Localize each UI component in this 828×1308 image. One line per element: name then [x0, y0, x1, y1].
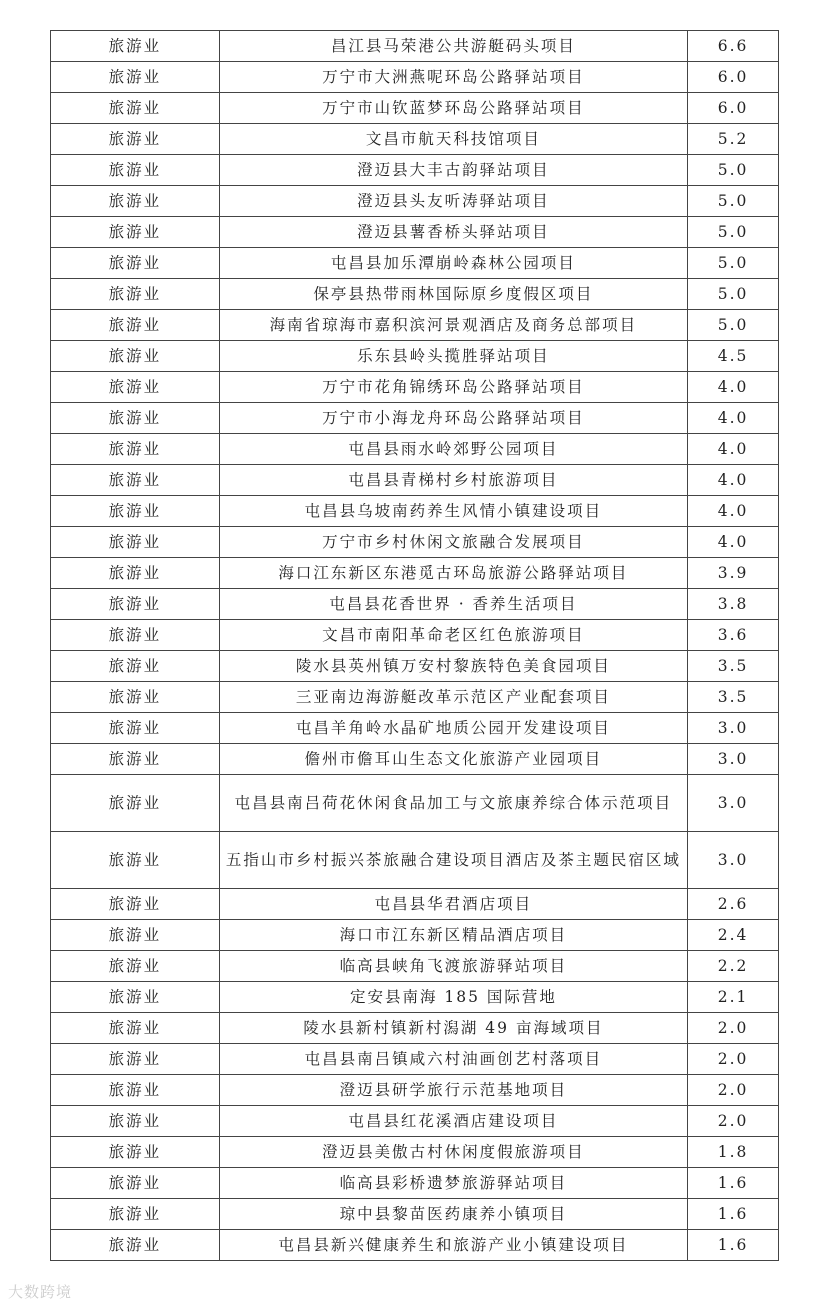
industry-cell: 旅游业 — [51, 1106, 220, 1137]
watermark-logo: 大数跨境 — [8, 1283, 73, 1301]
industry-cell: 旅游业 — [51, 889, 220, 920]
table-row — [51, 558, 779, 589]
industry-cell: 旅游业 — [51, 403, 220, 434]
industry-cell: 旅游业 — [51, 93, 220, 124]
project-name-cell: 屯昌县乌坡南药养生风情小镇建设项目 — [219, 496, 687, 527]
project-name-cell: 屯昌县南吕荷花休闲食品加工与文旅康养综合体示范项目 — [219, 775, 687, 832]
table-row — [51, 155, 779, 186]
industry-cell: 旅游业 — [51, 31, 220, 62]
value-cell: 4.5 — [688, 341, 779, 372]
value-cell: 2.0 — [688, 1013, 779, 1044]
industry-cell: 旅游业 — [51, 1199, 220, 1230]
value-cell: 4.0 — [688, 372, 779, 403]
industry-cell: 旅游业 — [51, 951, 220, 982]
value-cell: 3.0 — [688, 832, 779, 889]
value-cell: 2.4 — [688, 920, 779, 951]
project-name-cell: 琼中县黎苗医药康养小镇项目 — [219, 1199, 687, 1230]
value-cell: 2.1 — [688, 982, 779, 1013]
industry-cell: 旅游业 — [51, 465, 220, 496]
project-name-cell: 保亭县热带雨林国际原乡度假区项目 — [219, 279, 687, 310]
table-row — [51, 1199, 779, 1230]
industry-cell: 旅游业 — [51, 372, 220, 403]
table-row — [51, 31, 779, 62]
table-row — [51, 920, 779, 951]
value-cell: 4.0 — [688, 403, 779, 434]
industry-cell: 旅游业 — [51, 1044, 220, 1075]
project-name-cell: 屯昌县南吕镇咸六村油画创艺村落项目 — [219, 1044, 687, 1075]
table-row — [51, 465, 779, 496]
project-name-cell: 儋州市儋耳山生态文化旅游产业园项目 — [219, 744, 687, 775]
table-row — [51, 341, 779, 372]
project-name-cell: 屯昌县华君酒店项目 — [219, 889, 687, 920]
table-row — [51, 124, 779, 155]
table-row — [51, 713, 779, 744]
table-row — [51, 217, 779, 248]
industry-cell: 旅游业 — [51, 713, 220, 744]
industry-cell: 旅游业 — [51, 527, 220, 558]
value-cell: 3.6 — [688, 620, 779, 651]
industry-cell: 旅游业 — [51, 920, 220, 951]
value-cell: 3.0 — [688, 744, 779, 775]
value-cell: 1.8 — [688, 1137, 779, 1168]
project-name-cell: 定安县南海 185 国际营地 — [219, 982, 687, 1013]
industry-cell: 旅游业 — [51, 558, 220, 589]
project-name-cell: 澄迈县头友听涛驿站项目 — [219, 186, 687, 217]
value-cell: 4.0 — [688, 496, 779, 527]
table-row — [51, 1106, 779, 1137]
value-cell: 3.5 — [688, 651, 779, 682]
table-row — [51, 651, 779, 682]
value-cell: 6.0 — [688, 93, 779, 124]
table-row — [51, 1168, 779, 1199]
industry-cell: 旅游业 — [51, 1230, 220, 1261]
project-name-cell: 万宁市乡村休闲文旅融合发展项目 — [219, 527, 687, 558]
table-row — [51, 1075, 779, 1106]
industry-cell: 旅游业 — [51, 775, 220, 832]
industry-cell: 旅游业 — [51, 1137, 220, 1168]
project-name-cell: 陵水县新村镇新村潟湖 49 亩海域项目 — [219, 1013, 687, 1044]
table-row — [51, 744, 779, 775]
project-name-cell: 文昌市航天科技馆项目 — [219, 124, 687, 155]
value-cell: 2.0 — [688, 1106, 779, 1137]
project-name-cell: 屯昌县青梯村乡村旅游项目 — [219, 465, 687, 496]
industry-cell: 旅游业 — [51, 589, 220, 620]
value-cell: 4.0 — [688, 527, 779, 558]
value-cell: 5.0 — [688, 186, 779, 217]
table-row — [51, 832, 779, 889]
table-row — [51, 527, 779, 558]
industry-cell: 旅游业 — [51, 341, 220, 372]
industry-cell: 旅游业 — [51, 62, 220, 93]
value-cell: 4.0 — [688, 434, 779, 465]
industry-cell: 旅游业 — [51, 496, 220, 527]
table-row — [51, 310, 779, 341]
industry-cell: 旅游业 — [51, 217, 220, 248]
value-cell: 3.0 — [688, 713, 779, 744]
value-cell: 4.0 — [688, 465, 779, 496]
table-row — [51, 279, 779, 310]
value-cell: 1.6 — [688, 1230, 779, 1261]
value-cell: 3.9 — [688, 558, 779, 589]
value-cell: 5.0 — [688, 248, 779, 279]
value-cell: 5.2 — [688, 124, 779, 155]
project-name-cell: 万宁市山钦蓝梦环岛公路驿站项目 — [219, 93, 687, 124]
table-row — [51, 1013, 779, 1044]
value-cell: 2.0 — [688, 1075, 779, 1106]
project-name-cell: 海口江东新区东港觅古环岛旅游公路驿站项目 — [219, 558, 687, 589]
industry-cell: 旅游业 — [51, 1168, 220, 1199]
industry-cell: 旅游业 — [51, 124, 220, 155]
industry-cell: 旅游业 — [51, 982, 220, 1013]
table-row — [51, 620, 779, 651]
table-row — [51, 186, 779, 217]
table-row — [51, 589, 779, 620]
project-name-cell: 万宁市花角锦绣环岛公路驿站项目 — [219, 372, 687, 403]
table-row — [51, 403, 779, 434]
project-name-cell: 万宁市大洲燕呢环岛公路驿站项目 — [219, 62, 687, 93]
project-table — [50, 30, 779, 1261]
table-row — [51, 248, 779, 279]
project-name-cell: 临高县彩桥遗梦旅游驿站项目 — [219, 1168, 687, 1199]
project-name-cell: 屯昌县雨水岭郊野公园项目 — [219, 434, 687, 465]
project-name-cell: 乐东县岭头揽胜驿站项目 — [219, 341, 687, 372]
table-row — [51, 775, 779, 832]
industry-cell: 旅游业 — [51, 310, 220, 341]
project-name-cell: 屯昌县红花溪酒店建设项目 — [219, 1106, 687, 1137]
table-row — [51, 434, 779, 465]
table-row — [51, 496, 779, 527]
industry-cell: 旅游业 — [51, 186, 220, 217]
project-name-cell: 文昌市南阳革命老区红色旅游项目 — [219, 620, 687, 651]
industry-cell: 旅游业 — [51, 1075, 220, 1106]
value-cell: 5.0 — [688, 279, 779, 310]
table-row — [51, 889, 779, 920]
value-cell: 2.2 — [688, 951, 779, 982]
project-name-cell: 海南省琼海市嘉积滨河景观酒店及商务总部项目 — [219, 310, 687, 341]
value-cell: 2.6 — [688, 889, 779, 920]
value-cell: 6.0 — [688, 62, 779, 93]
project-name-cell: 临高县峡角飞渡旅游驿站项目 — [219, 951, 687, 982]
value-cell: 6.6 — [688, 31, 779, 62]
project-name-cell: 海口市江东新区精品酒店项目 — [219, 920, 687, 951]
value-cell: 3.5 — [688, 682, 779, 713]
table-row — [51, 93, 779, 124]
industry-cell: 旅游业 — [51, 744, 220, 775]
industry-cell: 旅游业 — [51, 651, 220, 682]
industry-cell: 旅游业 — [51, 832, 220, 889]
industry-cell: 旅游业 — [51, 620, 220, 651]
industry-cell: 旅游业 — [51, 248, 220, 279]
value-cell: 1.6 — [688, 1199, 779, 1230]
value-cell: 3.0 — [688, 775, 779, 832]
industry-cell: 旅游业 — [51, 155, 220, 186]
project-name-cell: 澄迈县研学旅行示范基地项目 — [219, 1075, 687, 1106]
project-name-cell: 屯昌县新兴健康养生和旅游产业小镇建设项目 — [219, 1230, 687, 1261]
table-row — [51, 1137, 779, 1168]
project-name-cell: 屯昌羊角岭水晶矿地质公园开发建设项目 — [219, 713, 687, 744]
project-name-cell: 三亚南边海游艇改革示范区产业配套项目 — [219, 682, 687, 713]
table-row — [51, 951, 779, 982]
table-row — [51, 1230, 779, 1261]
value-cell: 5.0 — [688, 310, 779, 341]
industry-cell: 旅游业 — [51, 434, 220, 465]
industry-cell: 旅游业 — [51, 682, 220, 713]
project-name-cell: 澄迈县美傲古村休闲度假旅游项目 — [219, 1137, 687, 1168]
value-cell: 1.6 — [688, 1168, 779, 1199]
table-row — [51, 682, 779, 713]
project-name-cell: 澄迈县大丰古韵驿站项目 — [219, 155, 687, 186]
industry-cell: 旅游业 — [51, 1013, 220, 1044]
project-name-cell: 五指山市乡村振兴茶旅融合建设项目酒店及茶主题民宿区域 — [219, 832, 687, 889]
table-row — [51, 1044, 779, 1075]
value-cell: 5.0 — [688, 217, 779, 248]
project-name-cell: 屯昌县花香世界 · 香养生活项目 — [219, 589, 687, 620]
value-cell: 3.8 — [688, 589, 779, 620]
project-name-cell: 澄迈县薯香桥头驿站项目 — [219, 217, 687, 248]
project-name-cell: 陵水县英州镇万安村黎族特色美食园项目 — [219, 651, 687, 682]
table-row — [51, 982, 779, 1013]
industry-cell: 旅游业 — [51, 279, 220, 310]
value-cell: 5.0 — [688, 155, 779, 186]
project-name-cell: 屯昌县加乐潭崩岭森林公园项目 — [219, 248, 687, 279]
value-cell: 2.0 — [688, 1044, 779, 1075]
project-name-cell: 万宁市小海龙舟环岛公路驿站项目 — [219, 403, 687, 434]
table-row — [51, 62, 779, 93]
table-row — [51, 372, 779, 403]
project-name-cell: 昌江县马荣港公共游艇码头项目 — [219, 31, 687, 62]
